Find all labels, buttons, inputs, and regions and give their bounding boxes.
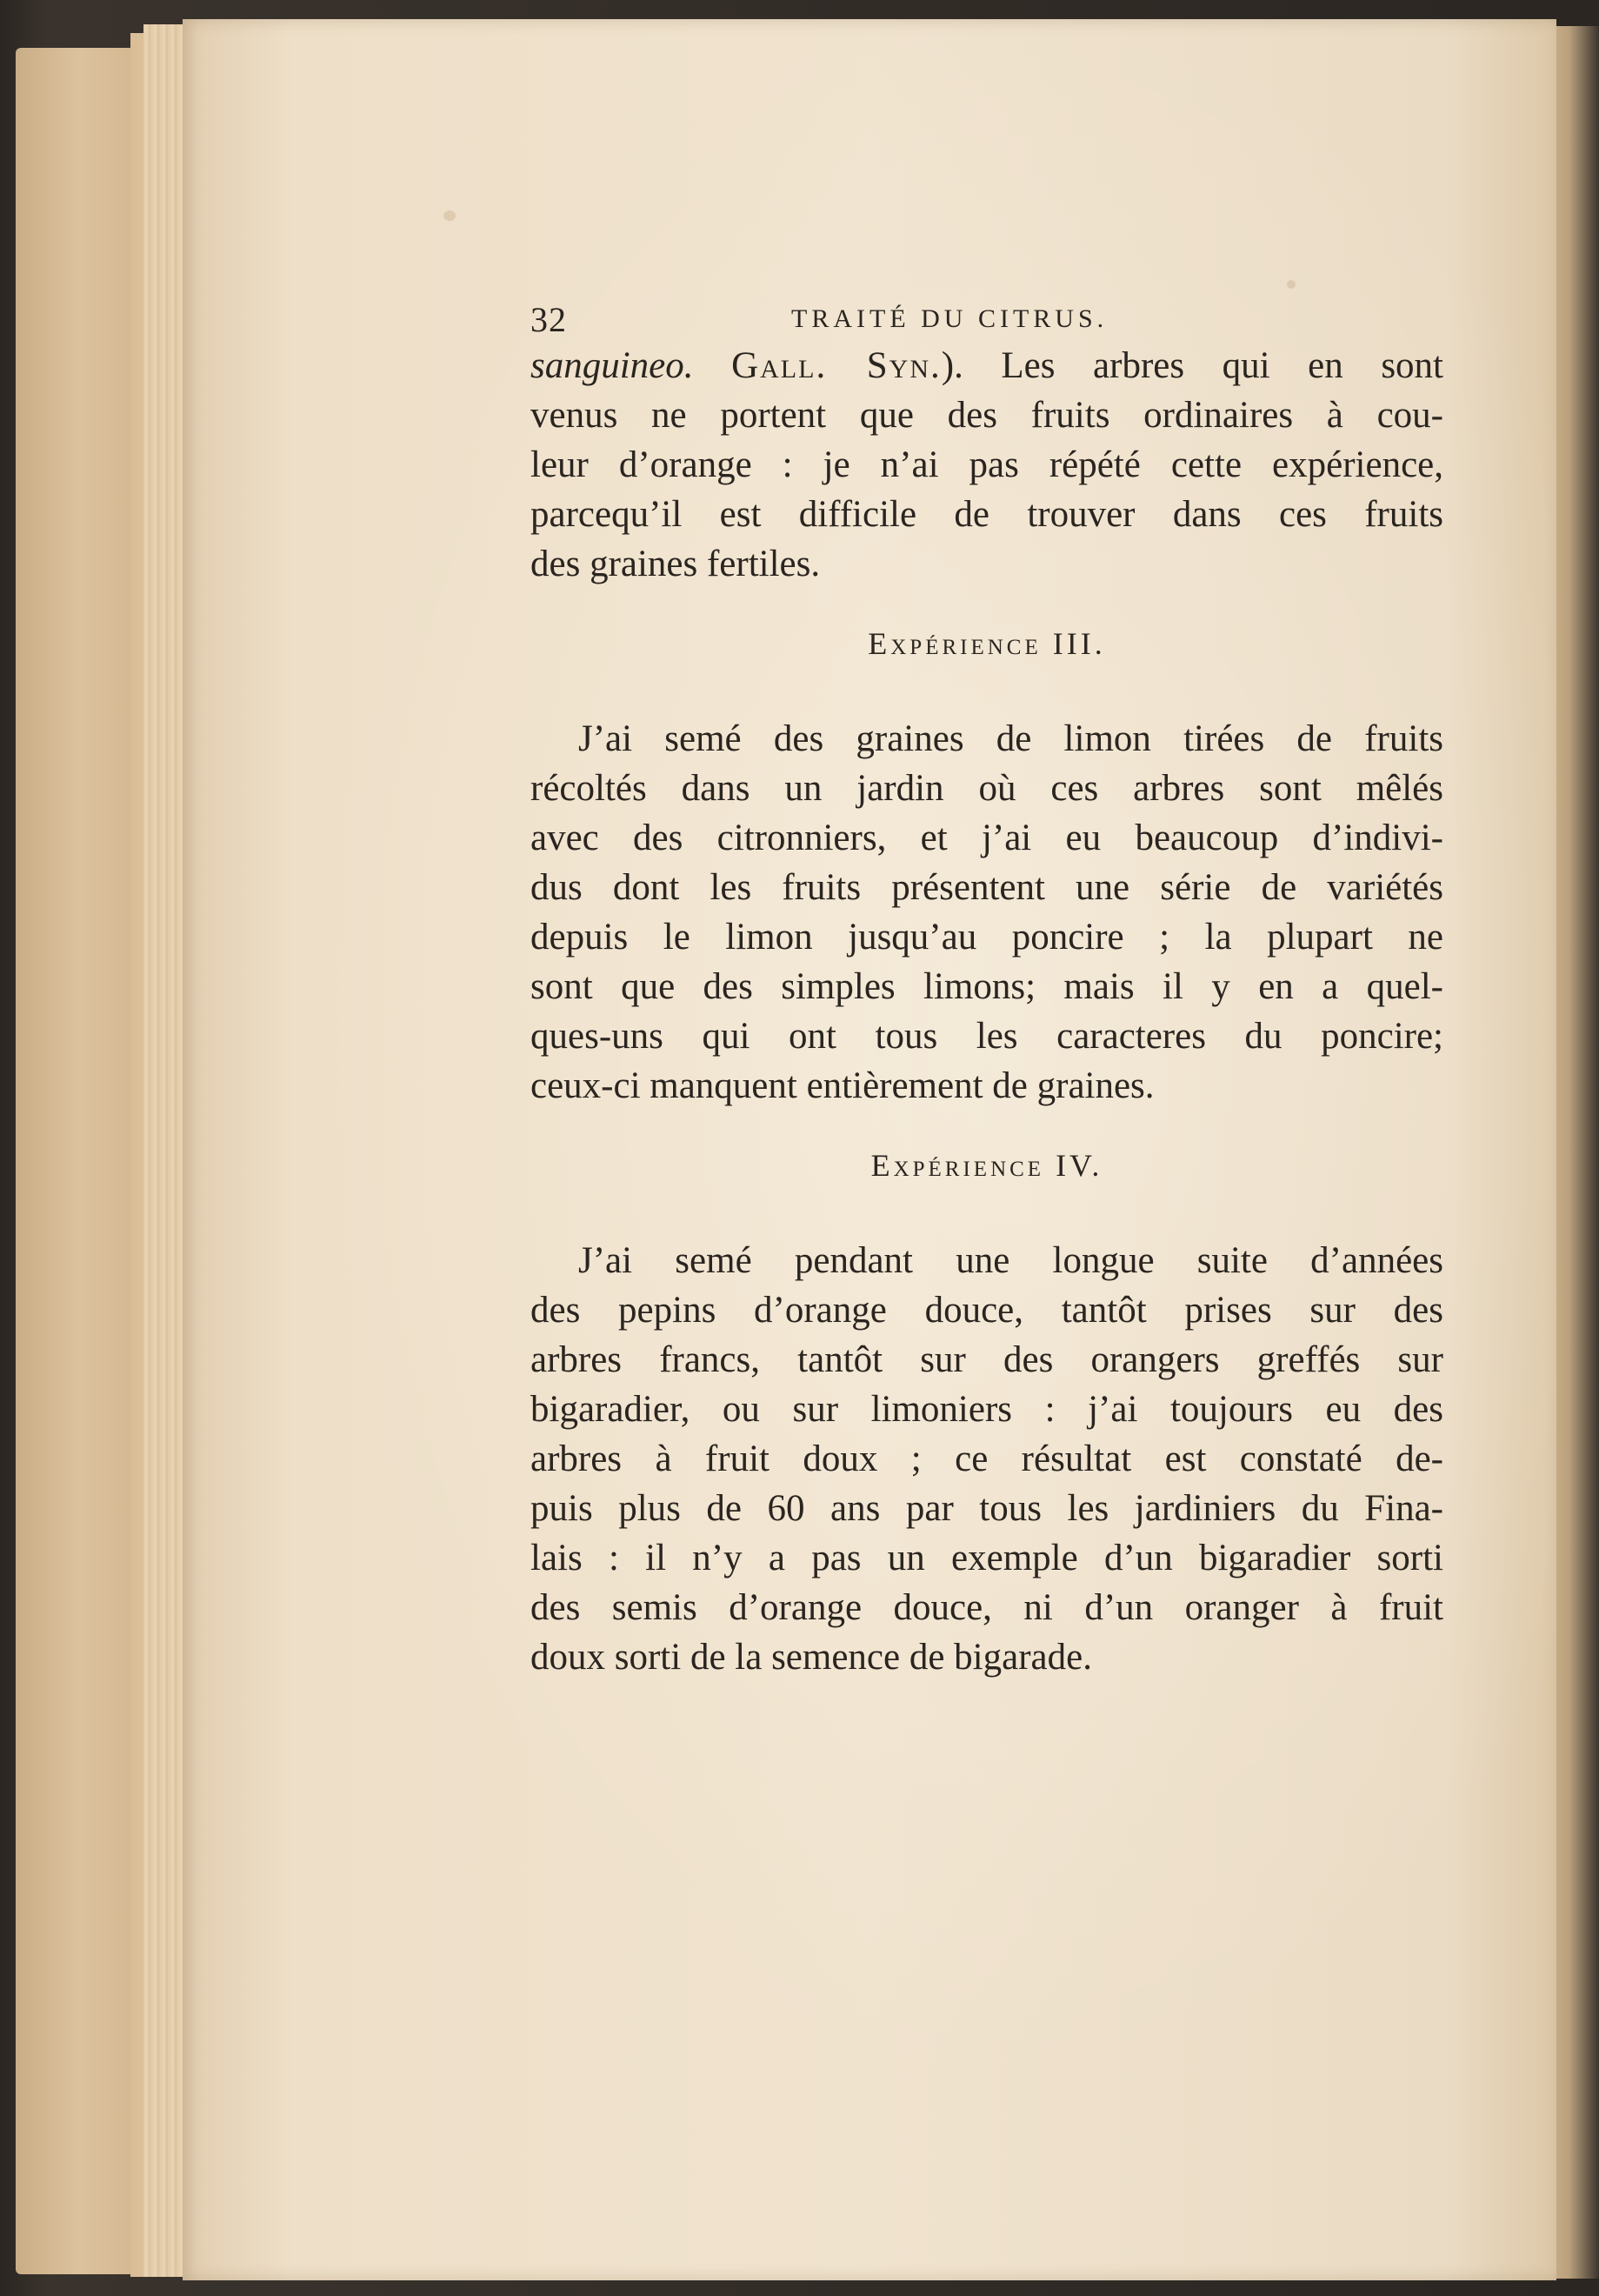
- text-line: doux sorti de la semence de bigarade.: [530, 1637, 1092, 1678]
- text-line: des graines fertiles.: [530, 544, 821, 584]
- text-line: depuis le limon jusqu’au poncire ; la plupart ne: [530, 917, 1443, 958]
- text-line: J’ai semé des graines de limon tirées de fruits: [578, 718, 1443, 759]
- text-line: lais : il n’y a pas un exemple d’un bigaradier sorti: [530, 1538, 1443, 1578]
- text-line: puis plus de 60 ans par tous les jardiniers du Fina-: [530, 1488, 1443, 1529]
- text-line: arbres à fruit doux ; ce résultat est constaté de-: [530, 1438, 1443, 1479]
- section-heading-experience-3: Expérience III.: [868, 626, 1106, 661]
- running-title: TRAITÉ DU CITRUS.: [791, 304, 1109, 333]
- text-line: J’ai semé pendant une longue suite d’années: [578, 1240, 1443, 1281]
- book-page: [183, 19, 1556, 2280]
- paragraph-experience-3: [530, 714, 1443, 1111]
- text-line: ques-uns qui ont tous les caracteres du poncire;: [530, 1016, 1443, 1057]
- text-line: sont que des simples limons; mais il y en a quel-: [530, 966, 1443, 1007]
- text-line: récoltés dans un jardin où ces arbres sont mêlés: [530, 768, 1443, 809]
- text-line: arbres francs, tantôt sur des orangers greffés sur: [530, 1339, 1443, 1380]
- text-line: parcequ’il est difficile de trouver dans ces fruits: [530, 494, 1443, 535]
- text-line: dus dont les fruits présentent une série de variétés: [530, 867, 1443, 908]
- text-line: ceux-ci manquent entièrement de graines.: [530, 1065, 1155, 1106]
- text-fragment: ). Les arbres qui en sont: [941, 345, 1443, 386]
- page-text: [530, 289, 1443, 1682]
- text-line: bigaradier, ou sur limoniers : j’ai toujours eu des: [530, 1389, 1443, 1430]
- page-number: 32: [530, 300, 567, 339]
- paragraph-experience-4: [530, 1236, 1443, 1682]
- text-line: [530, 341, 1443, 390]
- page-header: [530, 289, 1443, 341]
- text-line: venus ne portent que des fruits ordinaires à cou-: [530, 395, 1443, 436]
- foxing-spot: [443, 210, 456, 221]
- section-heading-experience-4: Expérience IV.: [870, 1148, 1103, 1183]
- abbreviation: Gall. Syn.: [731, 345, 942, 386]
- paragraph-continued: [530, 341, 1443, 589]
- text-line: avec des citronniers, et j’ai eu beaucoup d’indivi-: [530, 818, 1443, 858]
- text-line: leur d’orange : je n’ai pas répété cette expérience,: [530, 444, 1443, 485]
- text-line: des semis d’orange douce, ni d’un oranger à fruit: [530, 1587, 1443, 1628]
- foxing-spot: [1287, 280, 1296, 289]
- right-page-edge: [1549, 26, 1599, 2279]
- italic-word: sanguineo.: [530, 345, 694, 386]
- text-line: des pepins d’orange douce, tantôt prises sur des: [530, 1290, 1443, 1331]
